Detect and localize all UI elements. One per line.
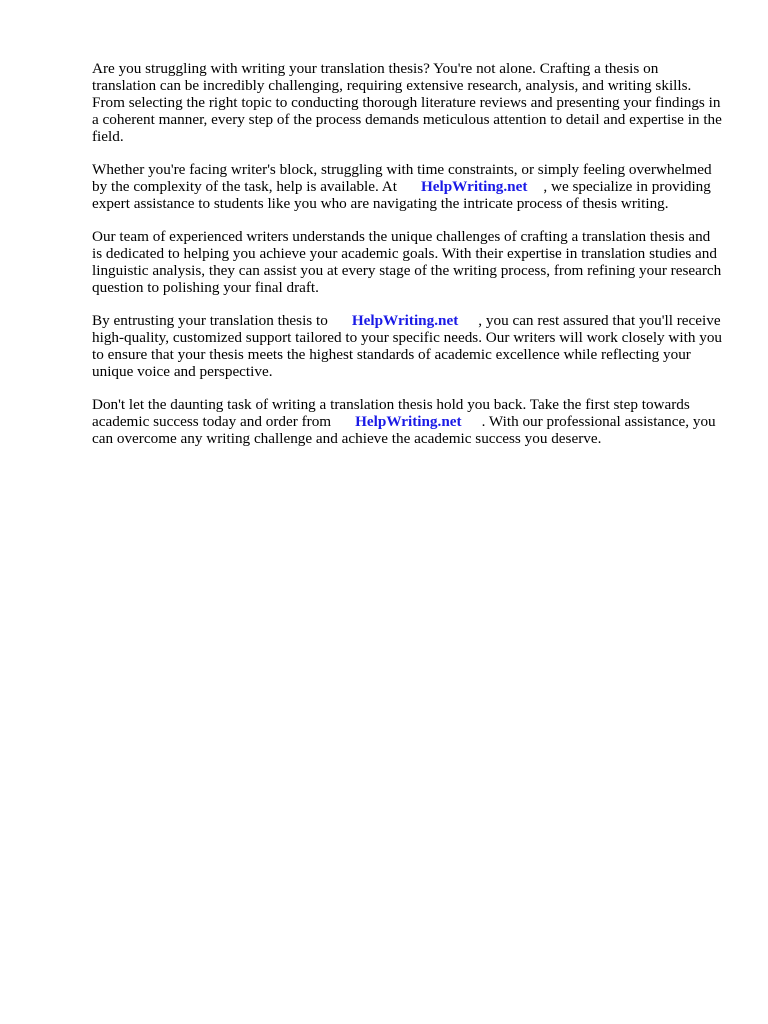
paragraph-entrusting-text-after: , you can rest assured that you'll receive high-quality, customized support tailored to your specific needs. Our writers will work closely with you to ensure that your thesis meets the highest standards of academic excellence while reflecting your unique voice and perspective. [92, 312, 723, 380]
paragraph-team [92, 228, 724, 296]
paragraph-intro-text: Are you struggling with writing your translation thesis? You're not alone. Crafting a thesis on translation can be incredibly challenging, requiring extensive research, analysis, and writing skills. From selecting the right topic to conducting thorough literature reviews and presenting your findings in a coherent manner, every step of the process demands meticulous attention to detail and expertise in the field. [92, 60, 722, 145]
paragraph-closing [92, 396, 724, 447]
paragraph-entrusting [92, 312, 724, 380]
paragraph-closing-text-before: Don't let the daunting task of writing a translation thesis hold you back. Take the first step towards academic success today and order from [92, 396, 690, 430]
paragraph-help-available-text-before: Whether you're facing writer's block, struggling with time constraints, or simply feeling overwhelmed by the complexity of the task, help is available. At [92, 161, 712, 195]
paragraph-entrusting-text-before: By entrusting your translation thesis to [92, 312, 328, 329]
document-page [92, 60, 724, 463]
helpwriting-link-2[interactable]: HelpWriting.net [351, 312, 459, 329]
helpwriting-link-3[interactable]: HelpWriting.net [355, 413, 462, 430]
paragraph-closing-text-after: . With our professional assistance, you can overcome any writing challenge and achieve the academic success you deserve. [92, 413, 716, 447]
helpwriting-link-1[interactable]: HelpWriting.net [420, 178, 528, 195]
paragraph-intro [92, 60, 724, 145]
paragraph-team-text: Our team of experienced writers understands the unique challenges of crafting a translation thesis and is dedicated to helping you achieve your academic goals. With their expertise in translation studies and linguistic analysis, they can assist you at every stage of the writing process, from refining your research question to polishing your final draft. [92, 228, 722, 296]
paragraph-help-available-text-after: , we specialize in providing expert assistance to students like you who are navigating the intricate process of thesis writing. [92, 178, 711, 212]
paragraph-help-available [92, 161, 724, 212]
